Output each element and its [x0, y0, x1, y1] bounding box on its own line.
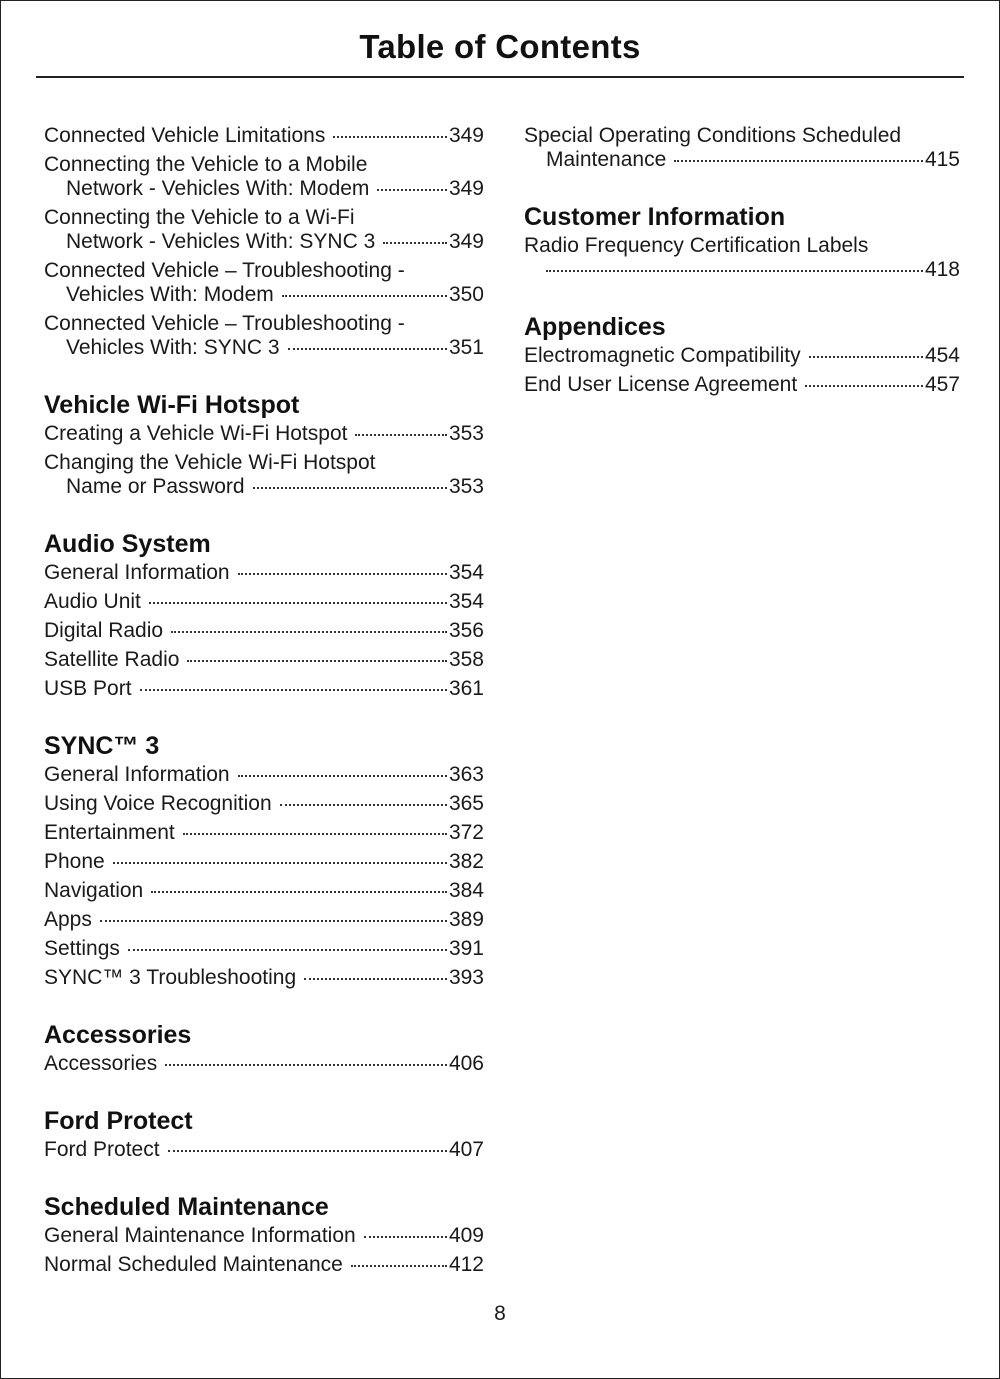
entry-title-line: Changing the Vehicle Wi-Fi Hotspot	[44, 451, 376, 474]
toc-entry[interactable]	[44, 792, 484, 816]
dot-leader	[100, 920, 447, 922]
dot-leader	[183, 833, 447, 835]
dot-leader	[282, 295, 447, 297]
toc-entry[interactable]	[44, 590, 484, 614]
toc-section-accessories	[44, 1020, 484, 1076]
toc-entry[interactable]	[44, 1224, 484, 1248]
entry-title: General Information	[44, 763, 230, 786]
entry-title: SYNC™ 3 Troubleshooting	[44, 966, 297, 989]
toc-entry[interactable]	[524, 344, 960, 368]
entry-page-number: 384	[448, 879, 484, 902]
entry-page-number: 349	[448, 124, 484, 147]
dot-leader	[238, 573, 447, 575]
toc-entry[interactable]	[44, 937, 484, 961]
entry-page-number: 457	[924, 373, 960, 396]
page-number: 8	[494, 1302, 506, 1325]
entry-title: Ford Protect	[44, 1138, 160, 1161]
toc-entry[interactable]	[524, 124, 960, 172]
section-heading: Appendices	[524, 313, 666, 341]
entry-page-number: 454	[924, 344, 960, 367]
entry-page-number: 415	[924, 148, 960, 171]
entry-page-number: 354	[448, 561, 484, 584]
entry-page-number: 358	[448, 648, 484, 671]
entry-page-number: 349	[448, 230, 484, 253]
entry-page-number: 354	[448, 590, 484, 613]
entry-title: Network - Vehicles With: SYNC 3	[66, 230, 376, 253]
entry-title: Entertainment	[44, 821, 175, 844]
toc-entry[interactable]	[44, 422, 484, 446]
entry-title: Satellite Radio	[44, 648, 180, 671]
dot-leader	[377, 189, 447, 191]
entry-title: General Information	[44, 561, 230, 584]
toc-entry[interactable]	[44, 124, 484, 148]
section-heading: SYNC™ 3	[44, 732, 160, 760]
entry-page-number: 406	[448, 1052, 484, 1075]
toc-section-appendices	[524, 312, 960, 397]
entry-page-number: 349	[448, 177, 484, 200]
section-heading: Audio System	[44, 530, 211, 558]
entry-page-number: 391	[448, 937, 484, 960]
entry-title: USB Port	[44, 677, 132, 700]
entry-title: Network - Vehicles With: Modem	[66, 177, 370, 200]
dot-leader	[187, 660, 447, 662]
section-heading: Ford Protect	[44, 1107, 193, 1135]
entry-title: Electromagnetic Compatibility	[524, 344, 801, 367]
dot-leader	[364, 1236, 447, 1238]
toc-entry[interactable]	[44, 312, 484, 360]
entry-page-number: 412	[448, 1253, 484, 1276]
entry-title: Vehicles With: Modem	[66, 283, 274, 306]
entry-title-line: Connecting the Vehicle to a Mobile	[44, 153, 368, 176]
toc-left-column	[44, 124, 484, 1307]
dot-leader	[113, 862, 447, 864]
entry-title: Apps	[44, 908, 92, 931]
toc-entry[interactable]	[44, 648, 484, 672]
entry-page-number: 363	[448, 763, 484, 786]
dot-leader	[546, 270, 923, 272]
entry-title-line: Radio Frequency Certification Labels	[524, 234, 869, 257]
toc-entry[interactable]	[44, 259, 484, 307]
toc-entry[interactable]	[44, 206, 484, 254]
entry-title: Vehicles With: SYNC 3	[66, 336, 280, 359]
entry-page-number: 356	[448, 619, 484, 642]
dot-leader	[355, 434, 446, 436]
toc-section	[44, 124, 484, 360]
toc-entry[interactable]	[44, 879, 484, 903]
entry-page-number: 353	[448, 422, 484, 445]
dot-leader	[304, 978, 447, 980]
entry-page-number: 418	[924, 258, 960, 281]
dot-leader	[805, 385, 923, 387]
entry-page-number: 350	[448, 283, 484, 306]
entry-title: Phone	[44, 850, 105, 873]
entry-title: Connected Vehicle Limitations	[44, 124, 326, 147]
toc-entry[interactable]	[44, 1253, 484, 1277]
dot-leader	[171, 631, 447, 633]
dot-leader	[128, 949, 447, 951]
toc-entry[interactable]	[44, 966, 484, 990]
entry-page-number: 351	[448, 336, 484, 359]
toc-section-audio-system	[44, 529, 484, 701]
entry-title: Audio Unit	[44, 590, 141, 613]
dot-leader	[165, 1064, 447, 1066]
toc-entry[interactable]	[524, 234, 960, 282]
entry-title: End User License Agreement	[524, 373, 798, 396]
entry-title: Creating a Vehicle Wi-Fi Hotspot	[44, 422, 348, 445]
toc-section-sync-3	[44, 731, 484, 990]
title-divider	[36, 76, 964, 78]
toc-entry[interactable]	[44, 153, 484, 201]
entry-title: Name or Password	[66, 475, 245, 498]
entry-title: Accessories	[44, 1052, 158, 1075]
section-heading: Scheduled Maintenance	[44, 1193, 329, 1221]
entry-page-number: 389	[448, 908, 484, 931]
entry-page-number: 382	[448, 850, 484, 873]
page-title: Table of Contents	[359, 28, 641, 65]
toc-section-customer-information	[524, 202, 960, 282]
toc-entry[interactable]	[44, 821, 484, 845]
entry-title: Using Voice Recognition	[44, 792, 272, 815]
toc-entry[interactable]	[44, 1138, 484, 1162]
toc-section-scheduled-maintenance	[44, 1192, 484, 1277]
dot-leader	[140, 689, 447, 691]
entry-title-line: Special Operating Conditions Scheduled	[524, 124, 902, 147]
entry-title-line: Connected Vehicle – Troubleshooting -	[44, 259, 405, 282]
entry-title: Digital Radio	[44, 619, 164, 642]
section-heading: Vehicle Wi-Fi Hotspot	[44, 391, 300, 419]
toc-section-ford-protect	[44, 1106, 484, 1162]
dot-leader	[151, 891, 447, 893]
entry-title: General Maintenance Information	[44, 1224, 356, 1247]
entry-page-number: 361	[448, 677, 484, 700]
entry-title: Normal Scheduled Maintenance	[44, 1253, 343, 1276]
dot-leader	[333, 136, 447, 138]
toc-section	[524, 124, 960, 172]
dot-leader	[149, 602, 447, 604]
entry-page-number: 407	[448, 1138, 484, 1161]
dot-leader	[238, 775, 447, 777]
toc-entry[interactable]	[44, 763, 484, 787]
entry-title: Navigation	[44, 879, 144, 902]
toc-entry[interactable]	[44, 1052, 484, 1076]
entry-title-line: Connected Vehicle – Troubleshooting -	[44, 312, 405, 335]
toc-right-column	[524, 124, 960, 427]
toc-section-vehicle-wi-fi-hotspot	[44, 390, 484, 499]
entry-title: Settings	[44, 937, 120, 960]
dot-leader	[674, 160, 923, 162]
entry-page-number: 353	[448, 475, 484, 498]
toc-entry[interactable]	[44, 850, 484, 874]
entry-page-number: 409	[448, 1224, 484, 1247]
dot-leader	[288, 348, 447, 350]
toc-entry[interactable]	[524, 373, 960, 397]
dot-leader	[351, 1265, 447, 1267]
dot-leader	[253, 487, 447, 489]
dot-leader	[280, 804, 447, 806]
entry-page-number: 372	[448, 821, 484, 844]
entry-title-line: Connecting the Vehicle to a Wi-Fi	[44, 206, 355, 229]
section-heading: Customer Information	[524, 203, 786, 231]
entry-page-number: 365	[448, 792, 484, 815]
dot-leader	[809, 356, 923, 358]
dot-leader	[168, 1150, 447, 1152]
entry-title: Maintenance	[546, 148, 667, 171]
toc-entry[interactable]	[44, 561, 484, 585]
dot-leader	[383, 242, 447, 244]
section-heading: Accessories	[44, 1021, 192, 1049]
toc-entry[interactable]	[44, 677, 484, 701]
toc-entry[interactable]	[44, 619, 484, 643]
toc-entry[interactable]	[44, 451, 484, 499]
toc-entry[interactable]	[44, 908, 484, 932]
entry-page-number: 393	[448, 966, 484, 989]
